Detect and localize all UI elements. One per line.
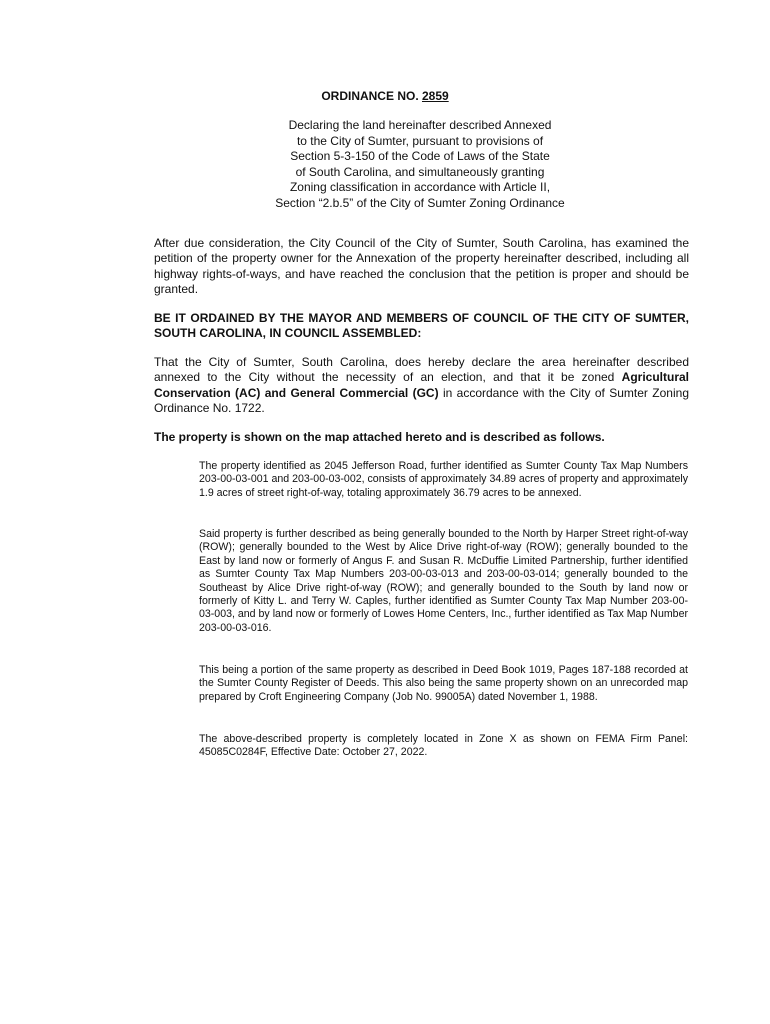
property-boundaries: Said property is further described as being generally bounded to the North by Harper Street right-of-way (ROW); generally bounded to the West by Alice Drive right-of-way (ROW); generally bounded to the East by land now or formerly of Angus F. and Susan R. McDuffie Limited Partnership, further identified as Sumter County Tax Map Numbers 203-00-03-013 and 203-00-03-014; generally bounded to the Southeast by Alice Drive right-of-way (ROW); and generally bounded to the South by land now or formerly of Kitty L. and Terry W. Caples, further identified as Sumter County Tax Map Number 203-00-03-003, and by land now or formerly of Lowes Home Centers, Inc., further identified as Tax Map Number 203-00-03-016. (199, 528, 688, 634)
ordinance-caption (200, 118, 640, 212)
property-heading: The property is shown on the map attached hereto and is described as follows. (154, 430, 605, 444)
declaration-text-before: That the City of Sumter, South Carolina, does hereby declare the area hereinafter described annexed to the City without the necessity of an election, and that it be zoned (154, 355, 689, 385)
caption-line: to the City of Sumter, pursuant to provisions of (296, 133, 544, 148)
flood-zone-statement: The above-described property is completely located in Zone X as shown on FEMA Firm Panel: 45085C0284F, Effective Date: October 27, 2022. (199, 733, 688, 759)
ordinance-title (0, 89, 770, 104)
caption-line: Section “2.b.5” of the City of Sumter Zoning Ordinance (275, 195, 565, 210)
declaration-text-after: in accordance with the City of Sumter Zoning Ordinance No. 1722. (154, 385, 689, 415)
ordinance-number: 2859 (421, 89, 449, 103)
property-identification: The property identified as 2045 Jefferson Road, further identified as Sumter County Tax Map Numbers 203-00-03-001 and 203-00-03-002, consists of approximately 34.89 acres of property and approximately 1.9 acres of street right-of-way, totaling approximately 36.79 acres to be annexed. (199, 460, 688, 499)
deed-reference: This being a portion of the same property as described in Deed Book 1019, Pages 187-188 recorded at the Sumter County Register of Deeds. This also being the same property shown on an unrecorded map prepared by Croft Engineering Company (Job No. 99005A) dated November 1, 1988. (199, 664, 688, 703)
zoning-classification: Agricultural Conservation (AC) and General Commercial (GC) (154, 370, 689, 400)
ordinance-label: ORDINANCE NO. (321, 89, 422, 103)
consideration-paragraph: After due consideration, the City Council of the City of Sumter, South Carolina, has examined the petition of the property owner for the Annexation of the property hereinafter described, including all highway rights-of-ways, and have reached the conclusion that the petition is proper and should be granted. (154, 236, 689, 296)
ordained-paragraph: BE IT ORDAINED BY THE MAYOR AND MEMBERS OF COUNCIL OF THE CITY OF SUMTER, SOUTH CAROLINA, IN COUNCIL ASSEMBLED: (154, 311, 689, 341)
caption-line: Zoning classification in accordance with Article II, (289, 180, 551, 195)
declaration-paragraph (154, 355, 689, 416)
caption-line: Declaring the land hereinafter described Annexed (288, 118, 552, 132)
caption-line: Section 5-3-150 of the Code of Laws of the State (290, 149, 550, 164)
caption-line: of South Carolina, and simultaneously granting (295, 164, 545, 179)
